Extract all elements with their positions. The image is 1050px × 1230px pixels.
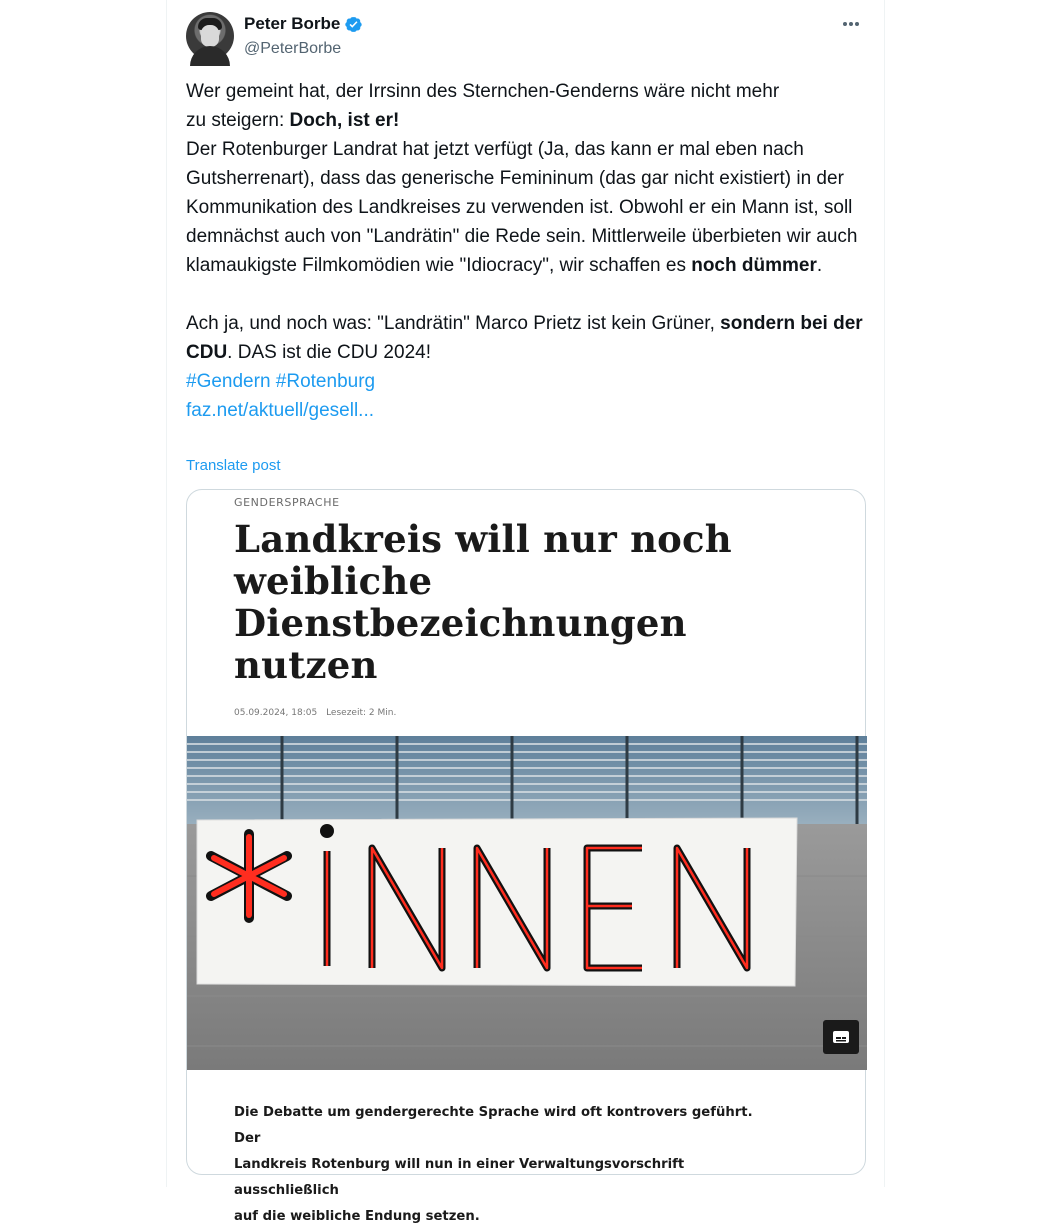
headline-line: nutzen [234, 643, 378, 687]
avatar[interactable] [186, 12, 234, 60]
more-options-icon[interactable] [834, 12, 868, 36]
article-meta [234, 708, 396, 718]
article-photo [187, 736, 867, 1070]
author-names [244, 13, 363, 60]
banner-photo-illustration [187, 736, 867, 1070]
teaser-line: Landkreis Rotenburg will nun in einer Verwaltungsvorschrift ausschließlich [234, 1157, 685, 1198]
reading-time: Lesezeit: 2 Min. [326, 708, 397, 718]
headline-line: Landkreis will nur noch [234, 517, 732, 561]
subtitles-icon[interactable] [823, 1020, 859, 1054]
article-teaser [234, 1100, 774, 1230]
post-line-1: Wer gemeint hat, der Irrsinn des Sternchen-Genderns wäre nicht mehr [186, 81, 780, 102]
hashtag-rotenburg[interactable]: #Rotenburg [275, 371, 376, 392]
headline-line: weibliche [234, 559, 433, 603]
verified-badge-icon [344, 15, 363, 34]
post-paragraph: Der Rotenburger Landrat hat jetzt verfügt (Ja, das kann er mal eben nach Gutsherrenart), dass das generische Femininum (das gar nicht existiert) in der Kommunikation des Landkreises zu verwenden ist. Obwohl er ein Mann ist, soll demnächst auch von "Landrätin" die Rede sein. Mittlerweile überbieten wir auch klamaukigste Filmkomödien wie "Idiocracy", wir schaffen es noch dümmer. [186, 139, 863, 276]
article-link[interactable]: faz.net/aktuell/gesell... [186, 400, 374, 421]
post-header [186, 12, 868, 62]
hashtag-gendern[interactable]: #Gendern [186, 371, 271, 392]
teaser-line: Die Debatte um gendergerechte Sprache wird oft kontrovers geführt. Der [234, 1105, 753, 1146]
post-cdu-paragraph: Ach ja, und noch was: "Landrätin" Marco Prietz ist kein Grüner, sondern bei der CDU. DAS ist die CDU 2024! [186, 313, 868, 363]
teaser-line: auf die weibliche Endung setzen. [234, 1209, 480, 1224]
post-text [186, 77, 871, 425]
article-headline [234, 518, 794, 686]
translate-post-link[interactable]: Translate post [186, 457, 281, 474]
article-kicker: GENDERSPRACHE [234, 496, 340, 509]
article-date: 05.09.2024, 18:05 [234, 708, 318, 718]
display-name[interactable]: Peter Borbe [244, 14, 341, 33]
hashtags [186, 367, 871, 396]
link-preview-card[interactable] [186, 489, 866, 1224]
post-line-2: zu steigern: Doch, ist er! [186, 110, 400, 131]
post-column [166, 0, 885, 1224]
handle[interactable]: @PeterBorbe [244, 40, 342, 57]
headline-line: Dienstbezeichnungen [234, 601, 687, 645]
